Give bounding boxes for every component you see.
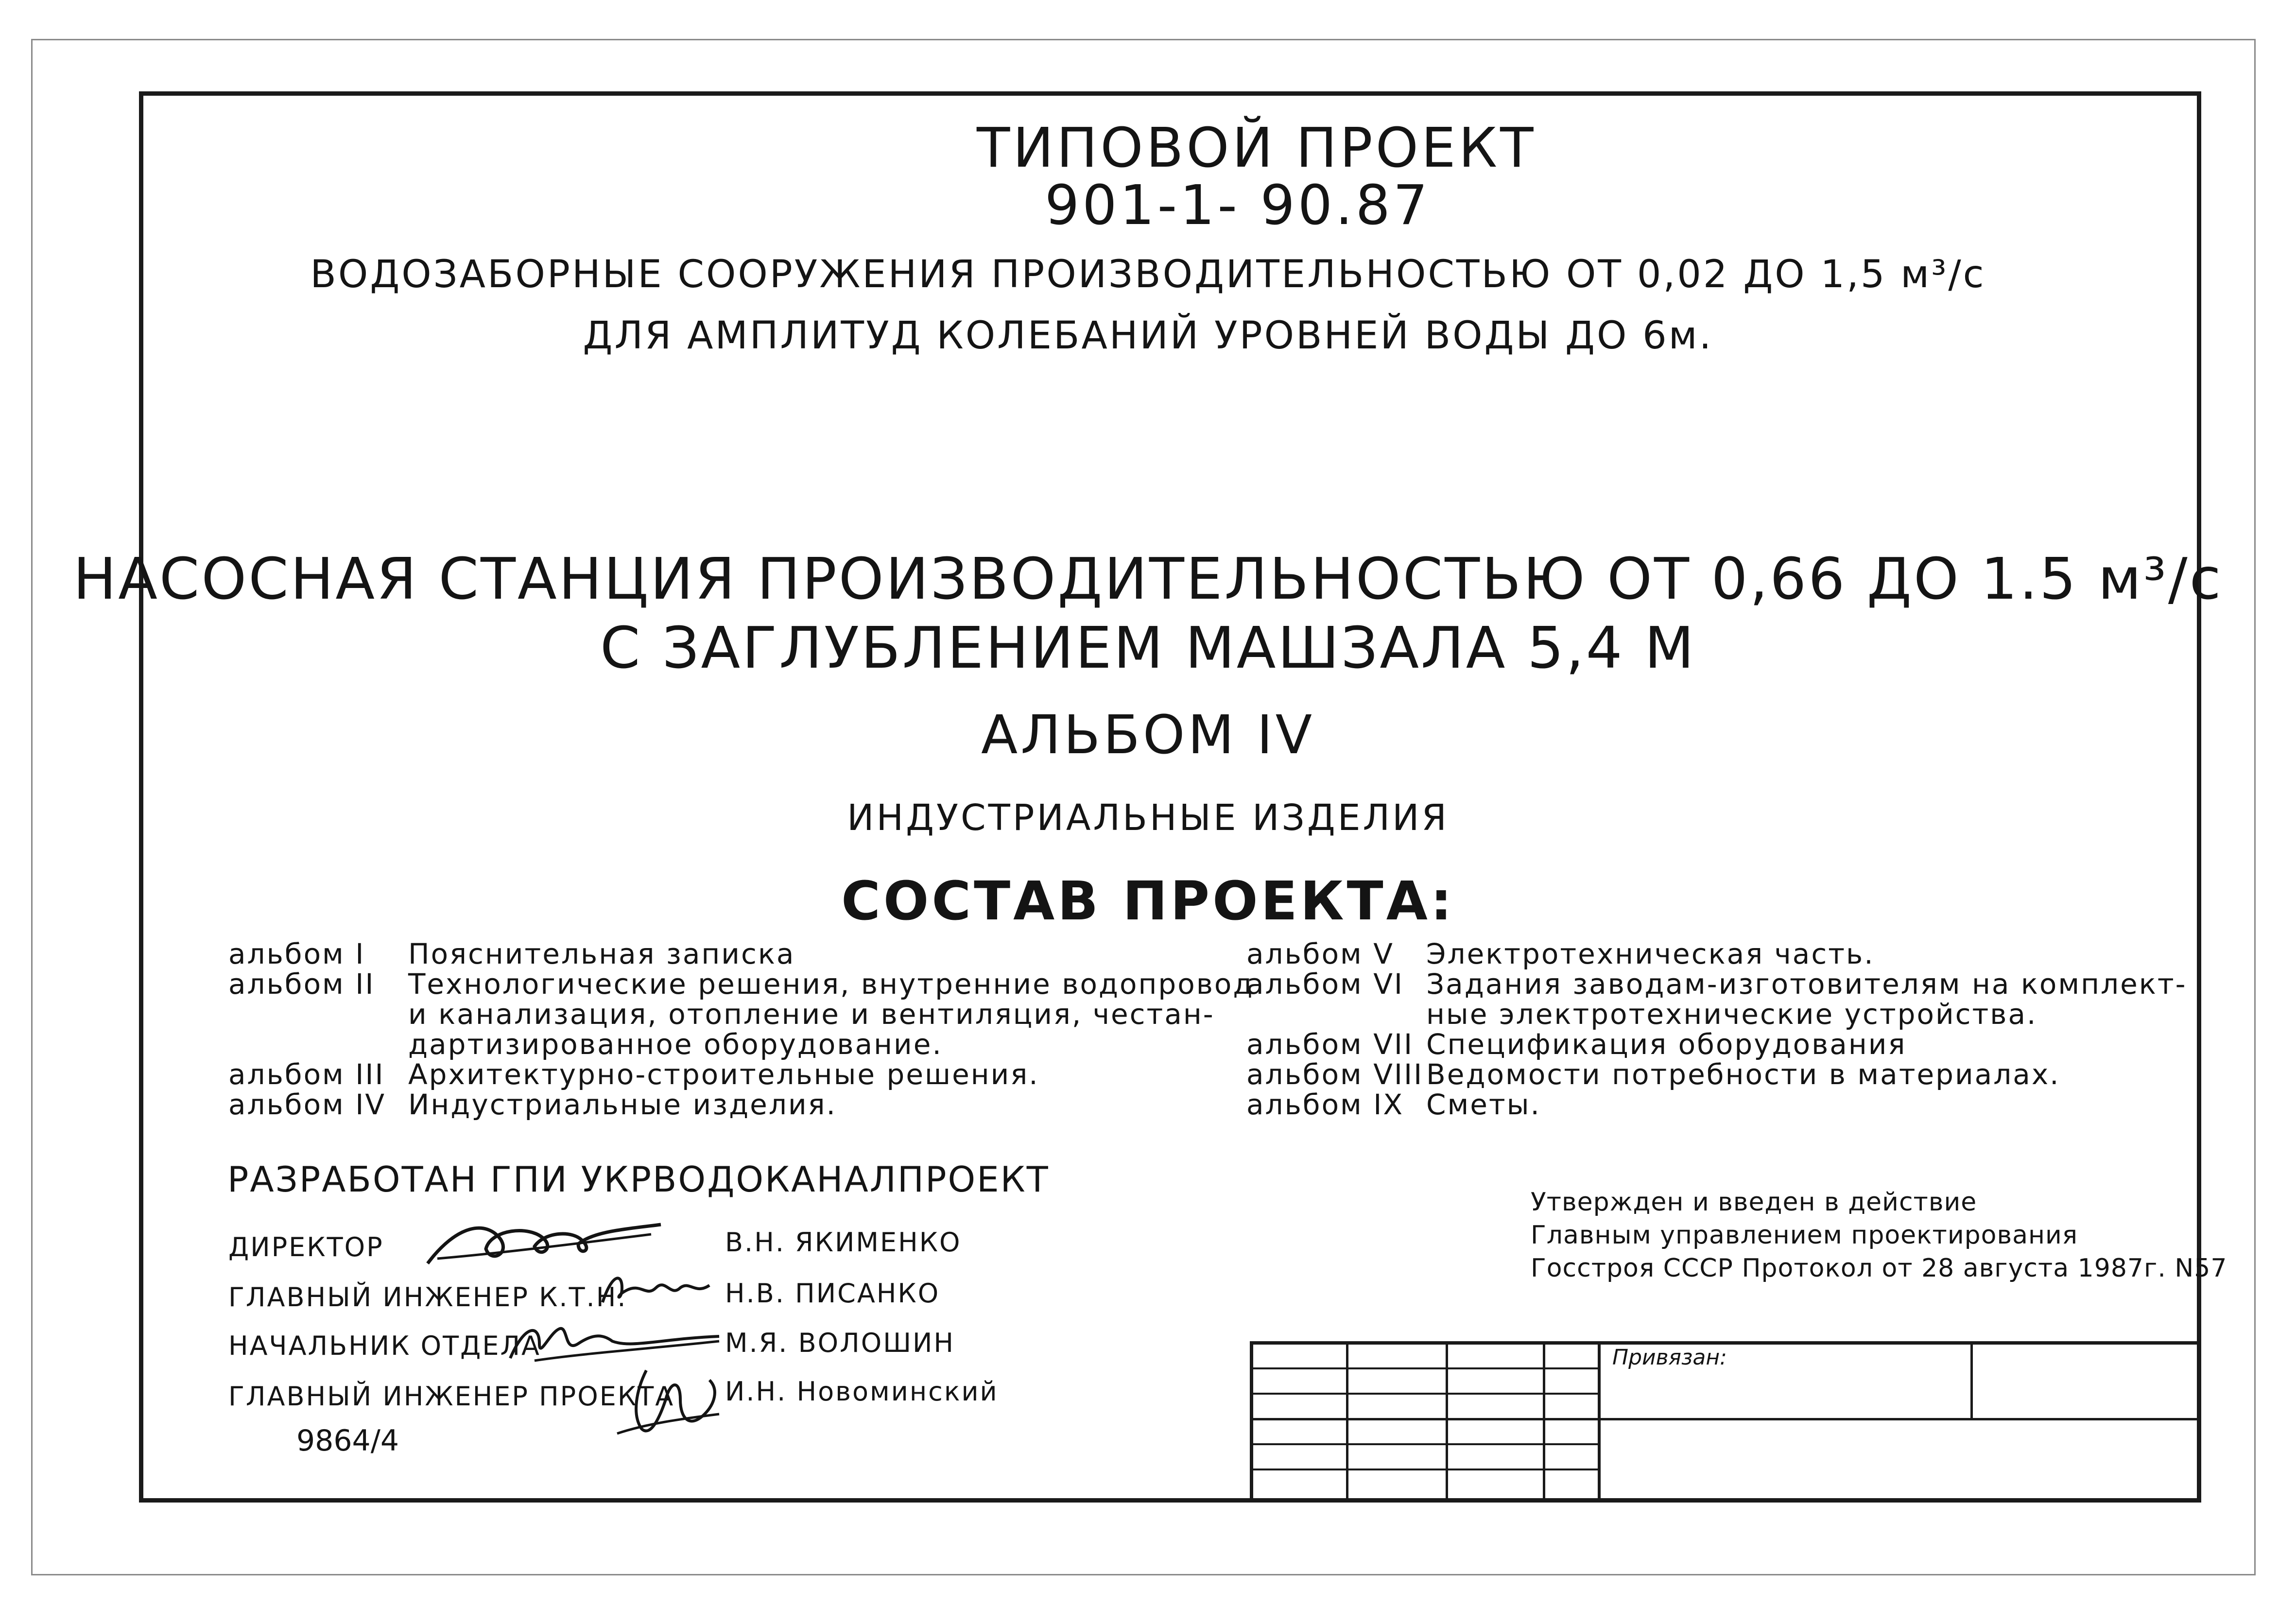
signature-project-engineer: [607, 1361, 734, 1443]
subtitle-line-2: ДЛЯ АМПЛИТУД КОЛЕБАНИЙ УРОВНЕЙ ВОДЫ ДО 6м.: [583, 314, 1713, 358]
tied-label: Привязан:: [1612, 1345, 1727, 1370]
project-type-title: ТИПОВОЙ ПРОЕКТ: [977, 117, 1536, 180]
staff-name-chief-engineer: Н.В. ПИСАНКО: [725, 1278, 940, 1309]
approval-line-3: Госстроя СССР Протокол от 28 августа 1987г. N57: [1531, 1254, 2227, 1283]
signature-department-head: [505, 1314, 729, 1368]
staff-role-department-head: НАЧАЛЬНИК ОТДЕЛА: [228, 1331, 541, 1361]
staff-role-project-engineer: ГЛАВНЫЙ ИНЖЕНЕР ПРОЕКТА: [228, 1381, 675, 1412]
list-item: ные электротехнические устройства.: [1426, 998, 2037, 1031]
developer-heading: РАЗРАБОТАН ГПИ УКРВОДОКАНАЛПРОЕКТ: [227, 1159, 1050, 1200]
album-subject: ИНДУСТРИАЛЬНЫЕ ИЗДЕЛИЯ: [847, 797, 1449, 839]
approval-line-2: Главным управлением проектирования: [1531, 1221, 2078, 1250]
staff-name-director: В.Н. ЯКИМЕНКО: [725, 1227, 962, 1258]
list-item: альбом V Электротехническая часть.: [1246, 937, 1875, 970]
album-list-left: [228, 939, 1254, 1120]
list-item: альбом III Архитектурно-строительные решения.: [228, 1058, 1039, 1091]
list-item: альбом II Технологические решения, внутренние водопровод: [228, 968, 1254, 1001]
station-title-line-2: С ЗАГЛУБЛЕНИЕМ МАШЗАЛА 5,4 М: [600, 614, 1696, 681]
album-list-right: [1246, 939, 2187, 1120]
station-title-line-1: НАСОСНАЯ СТАНЦИЯ ПРОИЗВОДИТЕЛЬНОСТЬЮ ОТ 0,66 ДО 1.5 м³/с: [73, 545, 2223, 612]
inventory-number: 9864/4: [296, 1424, 399, 1458]
staff-role-director: ДИРЕКТОР: [228, 1232, 384, 1262]
list-item: альбом VIIIВедомости потребности в материалах.: [1246, 1058, 2060, 1091]
staff-name-department-head: М.Я. ВОЛОШИН: [725, 1328, 955, 1358]
list-item: дартизированное оборудование.: [408, 1028, 943, 1061]
approval-note: [1531, 1186, 2227, 1285]
list-item: альбом VII Спецификация оборудования: [1246, 1028, 1907, 1061]
staff-name-project-engineer: И.Н. Новоминский: [725, 1376, 999, 1407]
list-item: альбом VI Задания заводам-изготовителям на комплект-: [1246, 968, 2187, 1001]
list-item: и канализация, отопление и вентиляция, честан-: [408, 998, 1215, 1031]
approval-line-1: Утвержден и введен в действие: [1531, 1188, 1977, 1217]
list-item: альбом IV Индустриальные изделия.: [228, 1088, 837, 1121]
album-title: АЛЬБОМ IV: [981, 704, 1315, 766]
list-item: альбом I Пояснительная записка: [228, 937, 795, 970]
list-item: альбом IX Сметы.: [1246, 1088, 1541, 1121]
subtitle-line-1: ВОДОЗАБОРНЫЕ СООРУЖЕНИЯ ПРОИЗВОДИТЕЛЬНОСТЬЮ ОТ 0,02 ДО 1,5 м³/с: [310, 253, 1986, 296]
project-number: 901-1- 90.87: [1045, 174, 1431, 237]
composition-heading: СОСТАВ ПРОЕКТА:: [841, 870, 1455, 932]
signature-chief-engineer: [598, 1268, 724, 1312]
staff-role-chief-engineer: ГЛАВНЫЙ ИНЖЕНЕР К.Т.Н.: [228, 1282, 627, 1313]
